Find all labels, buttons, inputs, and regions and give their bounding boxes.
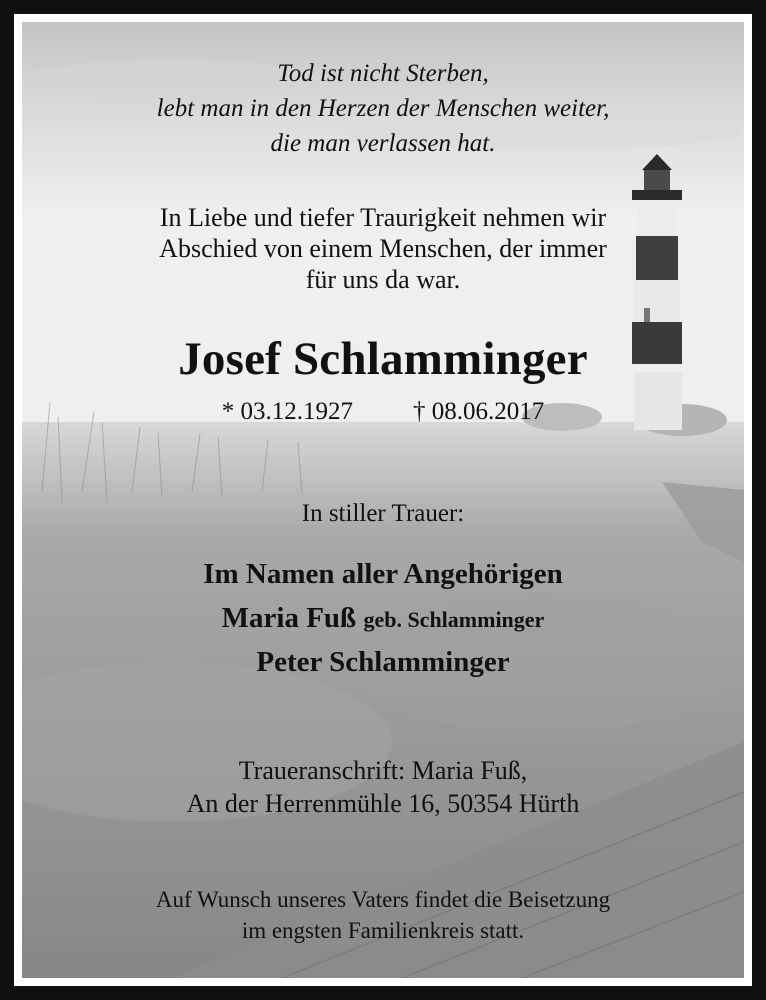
note-line: Auf Wunsch unseres Vaters findet die Beisetzung (155, 887, 611, 912)
quote-line: die man verlassen hat. (270, 130, 496, 157)
family-line: Im Namen aller Angehörigen (203, 558, 563, 590)
memorial-quote (22, 56, 744, 161)
note-line: im engsten Familienkreis statt. (241, 918, 525, 943)
farewell-line: für uns da war. (305, 265, 461, 294)
life-dates (22, 398, 744, 426)
mourner-1-name: Maria Fuß (221, 602, 357, 634)
farewell-line: Abschied von einem Menschen, der immer (159, 234, 607, 263)
mourning-label: In stiller Trauer: (301, 500, 465, 527)
burial-note (22, 884, 744, 946)
mourner-2: Peter Schlamminger (256, 646, 510, 678)
mourning-address (22, 754, 744, 820)
mourners-list (22, 552, 744, 682)
farewell-text (22, 202, 744, 295)
farewell-line: In Liebe und tiefer Traurigkeit nehmen wir (159, 203, 607, 232)
address-line: An der Herrenmühle 16, 50354 Hürth (186, 789, 580, 818)
address-line: Traueranschrift: Maria Fuß, (238, 756, 528, 785)
mourner-1 (22, 596, 744, 642)
deceased-name: Josef Schlamminger (178, 333, 588, 385)
birth-date: * 03.12.1927 (221, 398, 353, 425)
death-date: † 08.06.2017 (413, 398, 545, 425)
mourner-1-nee: geb. Schlamminger (363, 607, 545, 632)
obituary-panel (22, 22, 744, 978)
quote-line: Tod ist nicht Sterben, (277, 60, 489, 87)
quote-line: lebt man in den Herzen der Menschen weiter, (156, 95, 610, 122)
